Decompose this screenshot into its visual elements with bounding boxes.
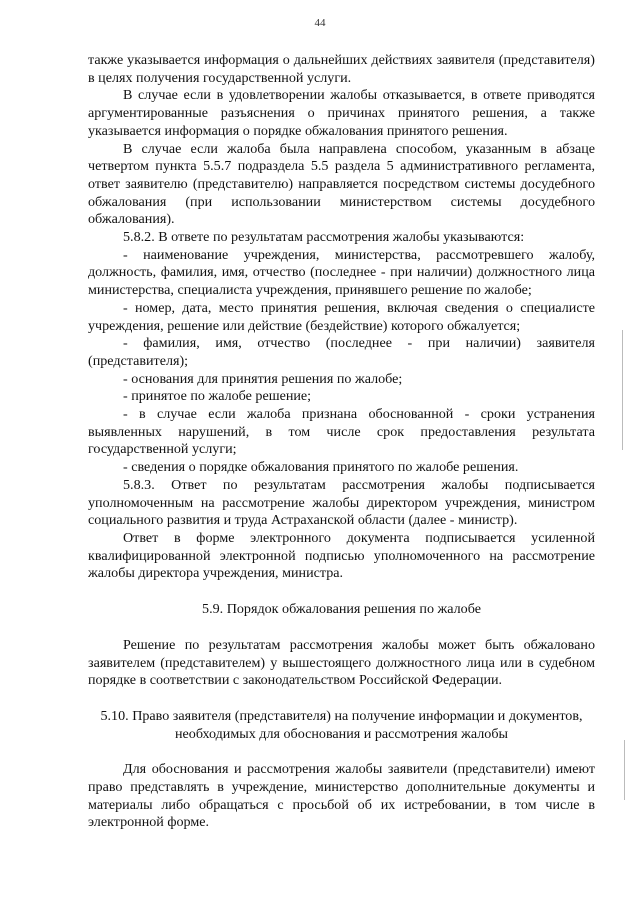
section-heading-5-10: 5.10. Право заявителя (представителя) на получение информации и документов, необходимых для обоснования и рассмотрения жалобы — [100, 707, 583, 742]
paragraph: В случае если жалоба была направлена способом, указанным в абзаце четвертом пункта 5.5.7 подраздела 5.5 раздела 5 административного регламента, ответ заявителю (представителю) направляется посредством системы досудебного обжалования (при использовании министерством системы досудебного обжалования). — [88, 140, 595, 228]
page-number: 44 — [314, 17, 326, 29]
list-item: - номер, дата, место принятия решения, включая сведения о специалисте учреждения, решение или действие (бездействие) которого обжалуется; — [88, 299, 595, 334]
scan-margin-mark — [624, 740, 625, 800]
paragraph: В случае если в удовлетворении жалобы отказывается, в ответе приводятся аргументированные разъяснения о причинах принятого решения, а также указывается информация о порядке обжалования принятого решения. — [88, 87, 595, 139]
section-heading-5-9: 5.9. Порядок обжалования решения по жалобе — [202, 601, 481, 618]
list-item: - принятое по жалобе решение; — [123, 388, 312, 405]
paragraph: 5.8.2. В ответе по результатам рассмотрения жалобы указываются: — [123, 229, 525, 246]
paragraph: Ответ в форме электронного документа подписывается усиленной квалифицированной электронной подписью уполномоченного на рассмотрение жалобы директора учреждения, министра. — [88, 529, 595, 582]
paragraph: 5.8.3. Ответ по результатам рассмотрения жалобы подписывается уполномоченным на рассмотрение жалобы директором учреждения, министром социального развития и труда Астраханской области (далее - министр). — [88, 476, 595, 529]
list-item: - основания для принятия решения по жалобе; — [123, 370, 403, 387]
paragraph: также указывается информация о дальнейших действиях заявителя (представителя) в целях получения государственной услуги. — [88, 52, 595, 86]
list-item: - наименование учреждения, министерства, рассмотревшего жалобу, должность, фамилия, имя, отчество (последнее - при наличии) должностного лица министерства, специалиста учреждения, принявшего решение по жалобе; — [88, 246, 595, 299]
list-item: - фамилия, имя, отчество (последнее - при наличии) заявителя (представителя); — [88, 335, 595, 369]
list-item: - в случае если жалоба признана обоснованной - сроки устранения выявленных нарушений, в том числе срок предоставления результата государственной услуги; — [88, 406, 595, 458]
paragraph: Для обоснования и рассмотрения жалобы заявители (представители) имеют право представлять в учреждение, министерство дополнительные документы и материалы либо обращаться с просьбой об их истребовании, в том числе в электронной форме. — [88, 761, 595, 831]
list-item: - сведения о порядке обжалования принятого по жалобе решения. — [123, 459, 519, 476]
document-body — [88, 52, 595, 832]
paragraph: Решение по результатам рассмотрения жалобы может быть обжаловано заявителем (представителем) у вышестоящего должностного лица или в судебном порядке в соответствии с законодательством Российской Федерации. — [88, 636, 595, 689]
scan-margin-mark — [622, 330, 623, 450]
